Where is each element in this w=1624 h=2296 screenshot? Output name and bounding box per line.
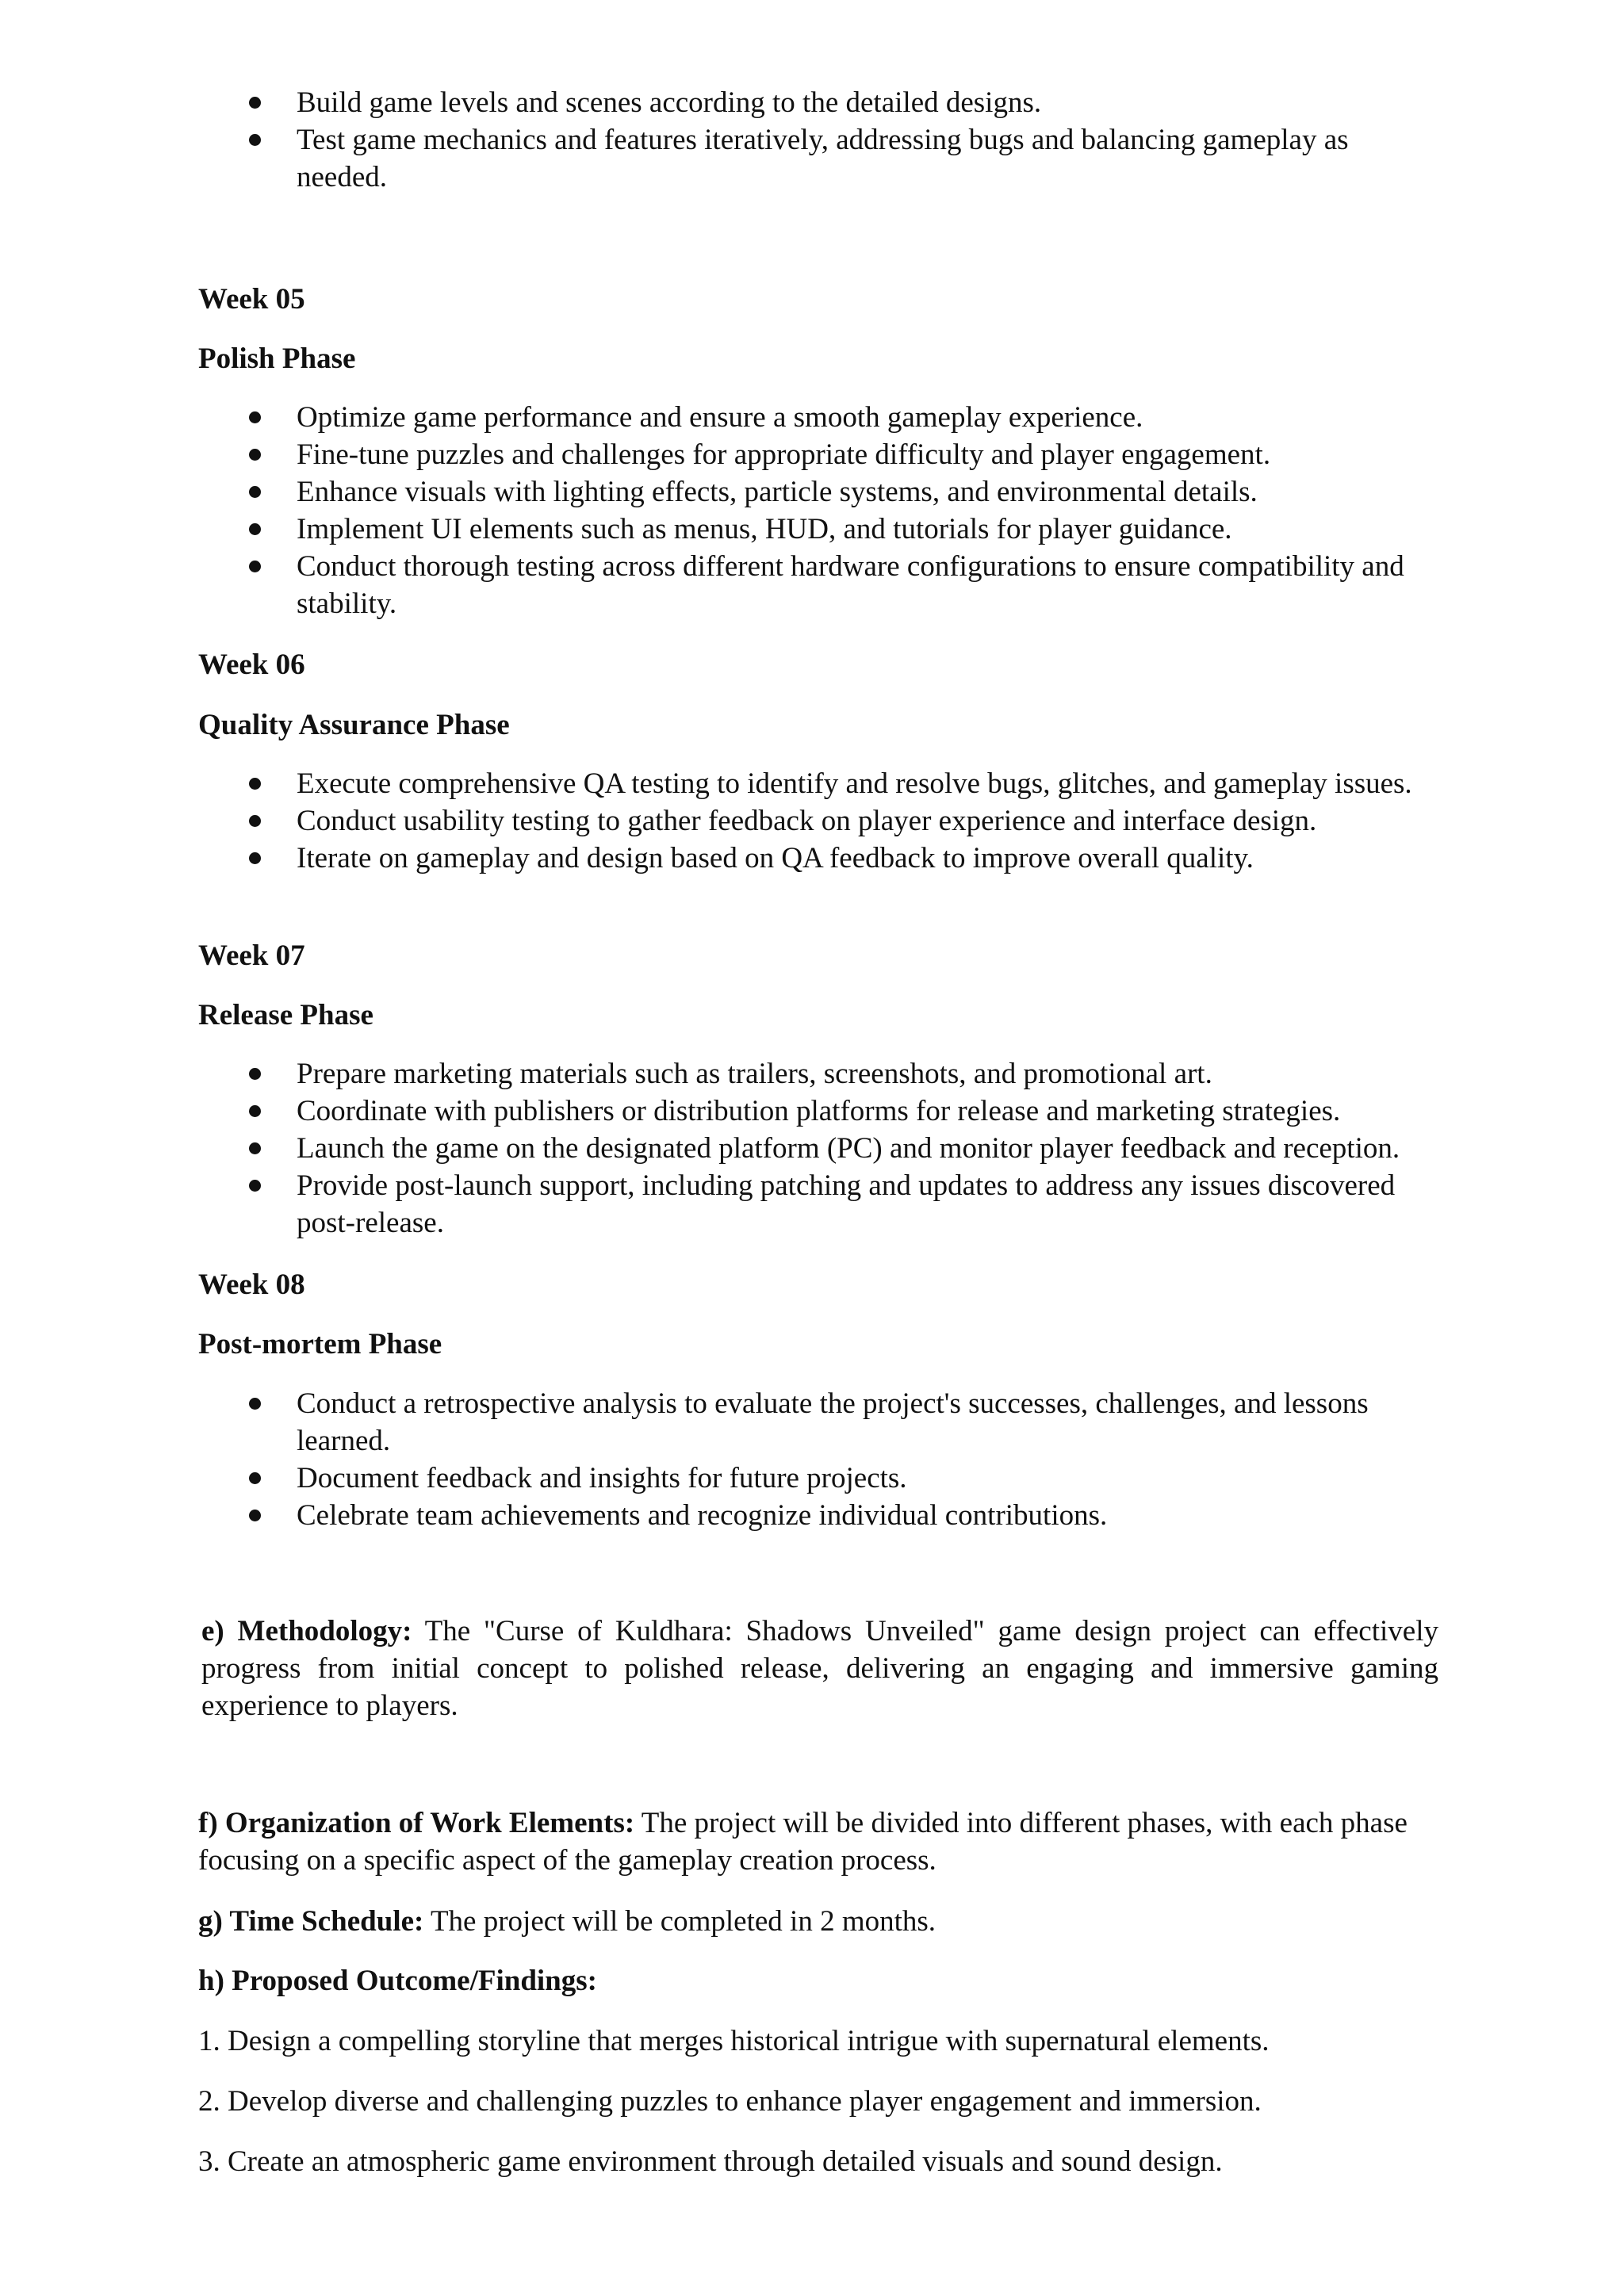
list-item: Fine-tune puzzles and challenges for appropriate difficulty and player engagement.	[198, 436, 1435, 473]
list-item: Coordinate with publishers or distribution platforms for release and marketing strategies.	[198, 1093, 1435, 1130]
bullet-icon	[249, 1510, 261, 1521]
schedule-paragraph: g) Time Schedule: The project will be completed in 2 months.	[198, 1905, 936, 1938]
list-item: Iterate on gameplay and design based on QA feedback to improve overall quality.	[198, 840, 1435, 877]
week-heading: Week 08	[198, 1269, 305, 1301]
phase-heading: Polish Phase	[198, 342, 356, 375]
top-bullet-list	[198, 84, 1435, 196]
list-item: Document feedback and insights for future projects.	[198, 1460, 1435, 1497]
week-heading: Week 05	[198, 283, 305, 316]
outcome-heading: h) Proposed Outcome/Findings:	[198, 1965, 597, 1997]
list-item: Celebrate team achievements and recognize individual contributions.	[198, 1497, 1435, 1534]
list-item: Conduct a retrospective analysis to evaluate the project's successes, challenges, and lessons learned.	[198, 1385, 1435, 1460]
list-item: Provide post-launch support, including patching and updates to address any issues discovered post-release.	[198, 1167, 1435, 1242]
phase-heading: Quality Assurance Phase	[198, 709, 510, 741]
phase-heading: Release Phase	[198, 999, 373, 1031]
bullet-icon	[249, 1398, 261, 1410]
list-item: Conduct thorough testing across different hardware configurations to ensure compatibility and stability.	[198, 548, 1435, 622]
bullet-icon	[249, 815, 261, 827]
list-item: Prepare marketing materials such as trailers, screenshots, and promotional art.	[198, 1055, 1435, 1093]
list-item: Execute comprehensive QA testing to identify and resolve bugs, glitches, and gameplay issues.	[198, 765, 1435, 802]
bullet-icon	[249, 1180, 261, 1192]
bullet-icon	[249, 1068, 261, 1080]
week-heading: Week 06	[198, 649, 305, 681]
list-item: Test game mechanics and features iteratively, addressing bugs and balancing gameplay as needed.	[198, 121, 1435, 196]
bullet-icon	[249, 411, 261, 423]
bullet-icon	[249, 852, 261, 864]
week-06-list	[198, 765, 1435, 877]
list-item: Enhance visuals with lighting effects, particle systems, and environmental details.	[198, 473, 1435, 511]
outcome-item: 3. Create an atmospheric game environment through detailed visuals and sound design.	[198, 2145, 1223, 2178]
list-item: Optimize game performance and ensure a smooth gameplay experience.	[198, 399, 1435, 436]
bullet-icon	[249, 1472, 261, 1484]
outcome-item: 1. Design a compelling storyline that merges historical intrigue with supernatural elements.	[198, 2025, 1270, 2057]
bullet-icon	[249, 523, 261, 535]
outcome-item: 2. Develop diverse and challenging puzzles to enhance player engagement and immersion.	[198, 2085, 1262, 2118]
bullet-icon	[249, 486, 261, 498]
bullet-icon	[249, 134, 261, 146]
week-08-list	[198, 1385, 1435, 1534]
organization-paragraph: f) Organization of Work Elements: The project will be divided into different phases, with each phase focusing on a specific aspect of the gameplay creation process.	[198, 1807, 1408, 1877]
phase-heading: Post-mortem Phase	[198, 1328, 442, 1360]
list-item: Conduct usability testing to gather feedback on player experience and interface design.	[198, 802, 1435, 840]
week-05-list	[198, 399, 1435, 622]
bullet-icon	[249, 97, 261, 109]
methodology-paragraph: e) Methodology: The "Curse of Kuldhara: Shadows Unveiled" game design project can effectively progress from initial concept to polished release, delivering an engaging and immersive gaming experience to players.	[201, 1615, 1438, 1722]
bullet-icon	[249, 1142, 261, 1154]
list-item: Implement UI elements such as menus, HUD, and tutorials for player guidance.	[198, 511, 1435, 548]
bullet-icon	[249, 561, 261, 572]
bullet-icon	[249, 449, 261, 461]
week-07-list	[198, 1055, 1435, 1242]
bullet-icon	[249, 778, 261, 790]
week-heading: Week 07	[198, 939, 305, 972]
list-item: Build game levels and scenes according to the detailed designs.	[198, 84, 1435, 121]
bullet-icon	[249, 1105, 261, 1117]
list-item: Launch the game on the designated platform (PC) and monitor player feedback and reception.	[198, 1130, 1435, 1167]
